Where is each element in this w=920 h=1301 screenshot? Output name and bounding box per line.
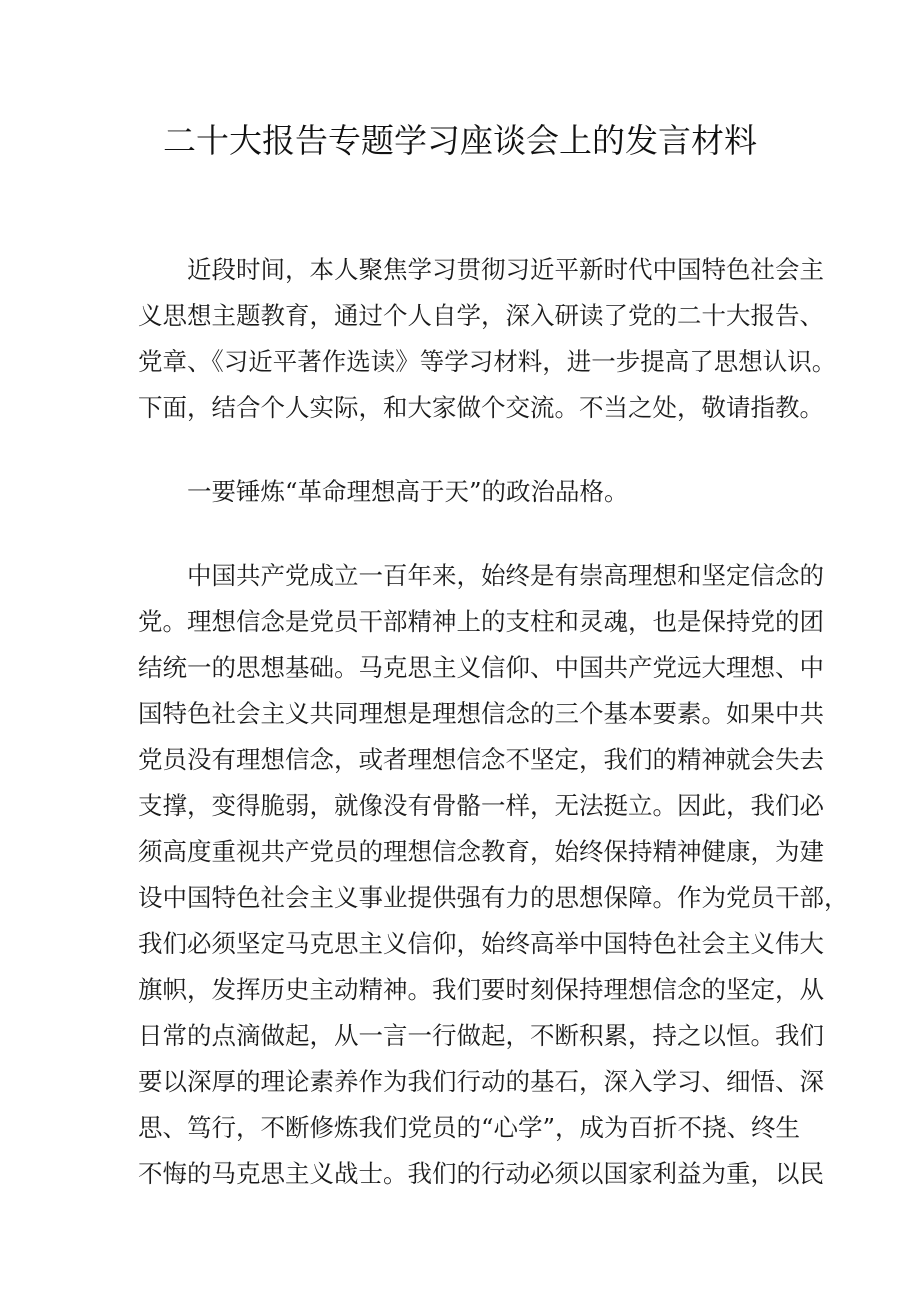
paragraph-3-line-13: 思、笃行，不断修炼我们党员的“心学”，成为百折不挠、终生 <box>138 1113 801 1142</box>
paragraph-3-line-11: 日常的点滴做起，从一言一行做起，不断积累，持之以恒。我们 <box>138 1021 824 1050</box>
paragraph-1-line-1: 近段时间，本人聚焦学习贯彻习近平新时代中国特色社会主 <box>187 255 824 284</box>
paragraph-1-line-3: 党章、《习近平著作选读》等学习材料，进一步提高了思想认识。 <box>138 347 837 376</box>
paragraph-3-line-8: 设中国特色社会主义事业提供强有力的思想保障。作为党员干部， <box>138 883 849 912</box>
paragraph-1-line-4: 下面，结合个人实际，和大家做个交流。不当之处，敬请指教。 <box>138 393 824 422</box>
paragraph-3-line-10: 旗帜，发挥历史主动精神。我们要时刻保持理想信念的坚定，从 <box>138 975 824 1004</box>
paragraph-3-line-14: 不悔的马克思主义战士。我们的行动必须以国家利益为重，以民 <box>138 1159 824 1188</box>
paragraph-1-line-2: 义思想主题教育，通过个人自学，深入研读了党的二十大报告、 <box>138 301 824 330</box>
paragraph-3-line-6: 支撑，变得脆弱，就像没有骨骼一样，无法挺立。因此，我们必 <box>138 791 824 820</box>
paragraph-3-line-2: 党。理想信念是党员干部精神上的支柱和灵魂，也是保持党的团 <box>138 607 824 636</box>
paragraph-3-line-3: 结统一的思想基础。马克思主义信仰、中国共产党远大理想、中 <box>138 653 824 682</box>
document-title: 二十大报告专题学习座谈会上的发言材料 <box>163 121 757 160</box>
paragraph-3-line-9: 我们必须坚定马克思主义信仰，始终高举中国特色社会主义伟大 <box>138 929 824 958</box>
paragraph-3-line-5: 党员没有理想信念，或者理想信念不坚定，我们的精神就会失去 <box>138 745 824 774</box>
section-heading-1: 一要锤炼“革命理想高于天”的政治品格。 <box>187 477 629 506</box>
paragraph-3-line-1: 中国共产党成立一百年来，始终是有崇高理想和坚定信念的 <box>187 561 824 590</box>
paragraph-3-line-12: 要以深厚的理论素养作为我们行动的基石，深入学习、细悟、深 <box>138 1067 824 1096</box>
paragraph-3-line-7: 须高度重视共产党员的理想信念教育，始终保持精神健康，为建 <box>138 837 824 866</box>
paragraph-3-line-4: 国特色社会主义共同理想是理想信念的三个基本要素。如果中共 <box>138 699 824 728</box>
